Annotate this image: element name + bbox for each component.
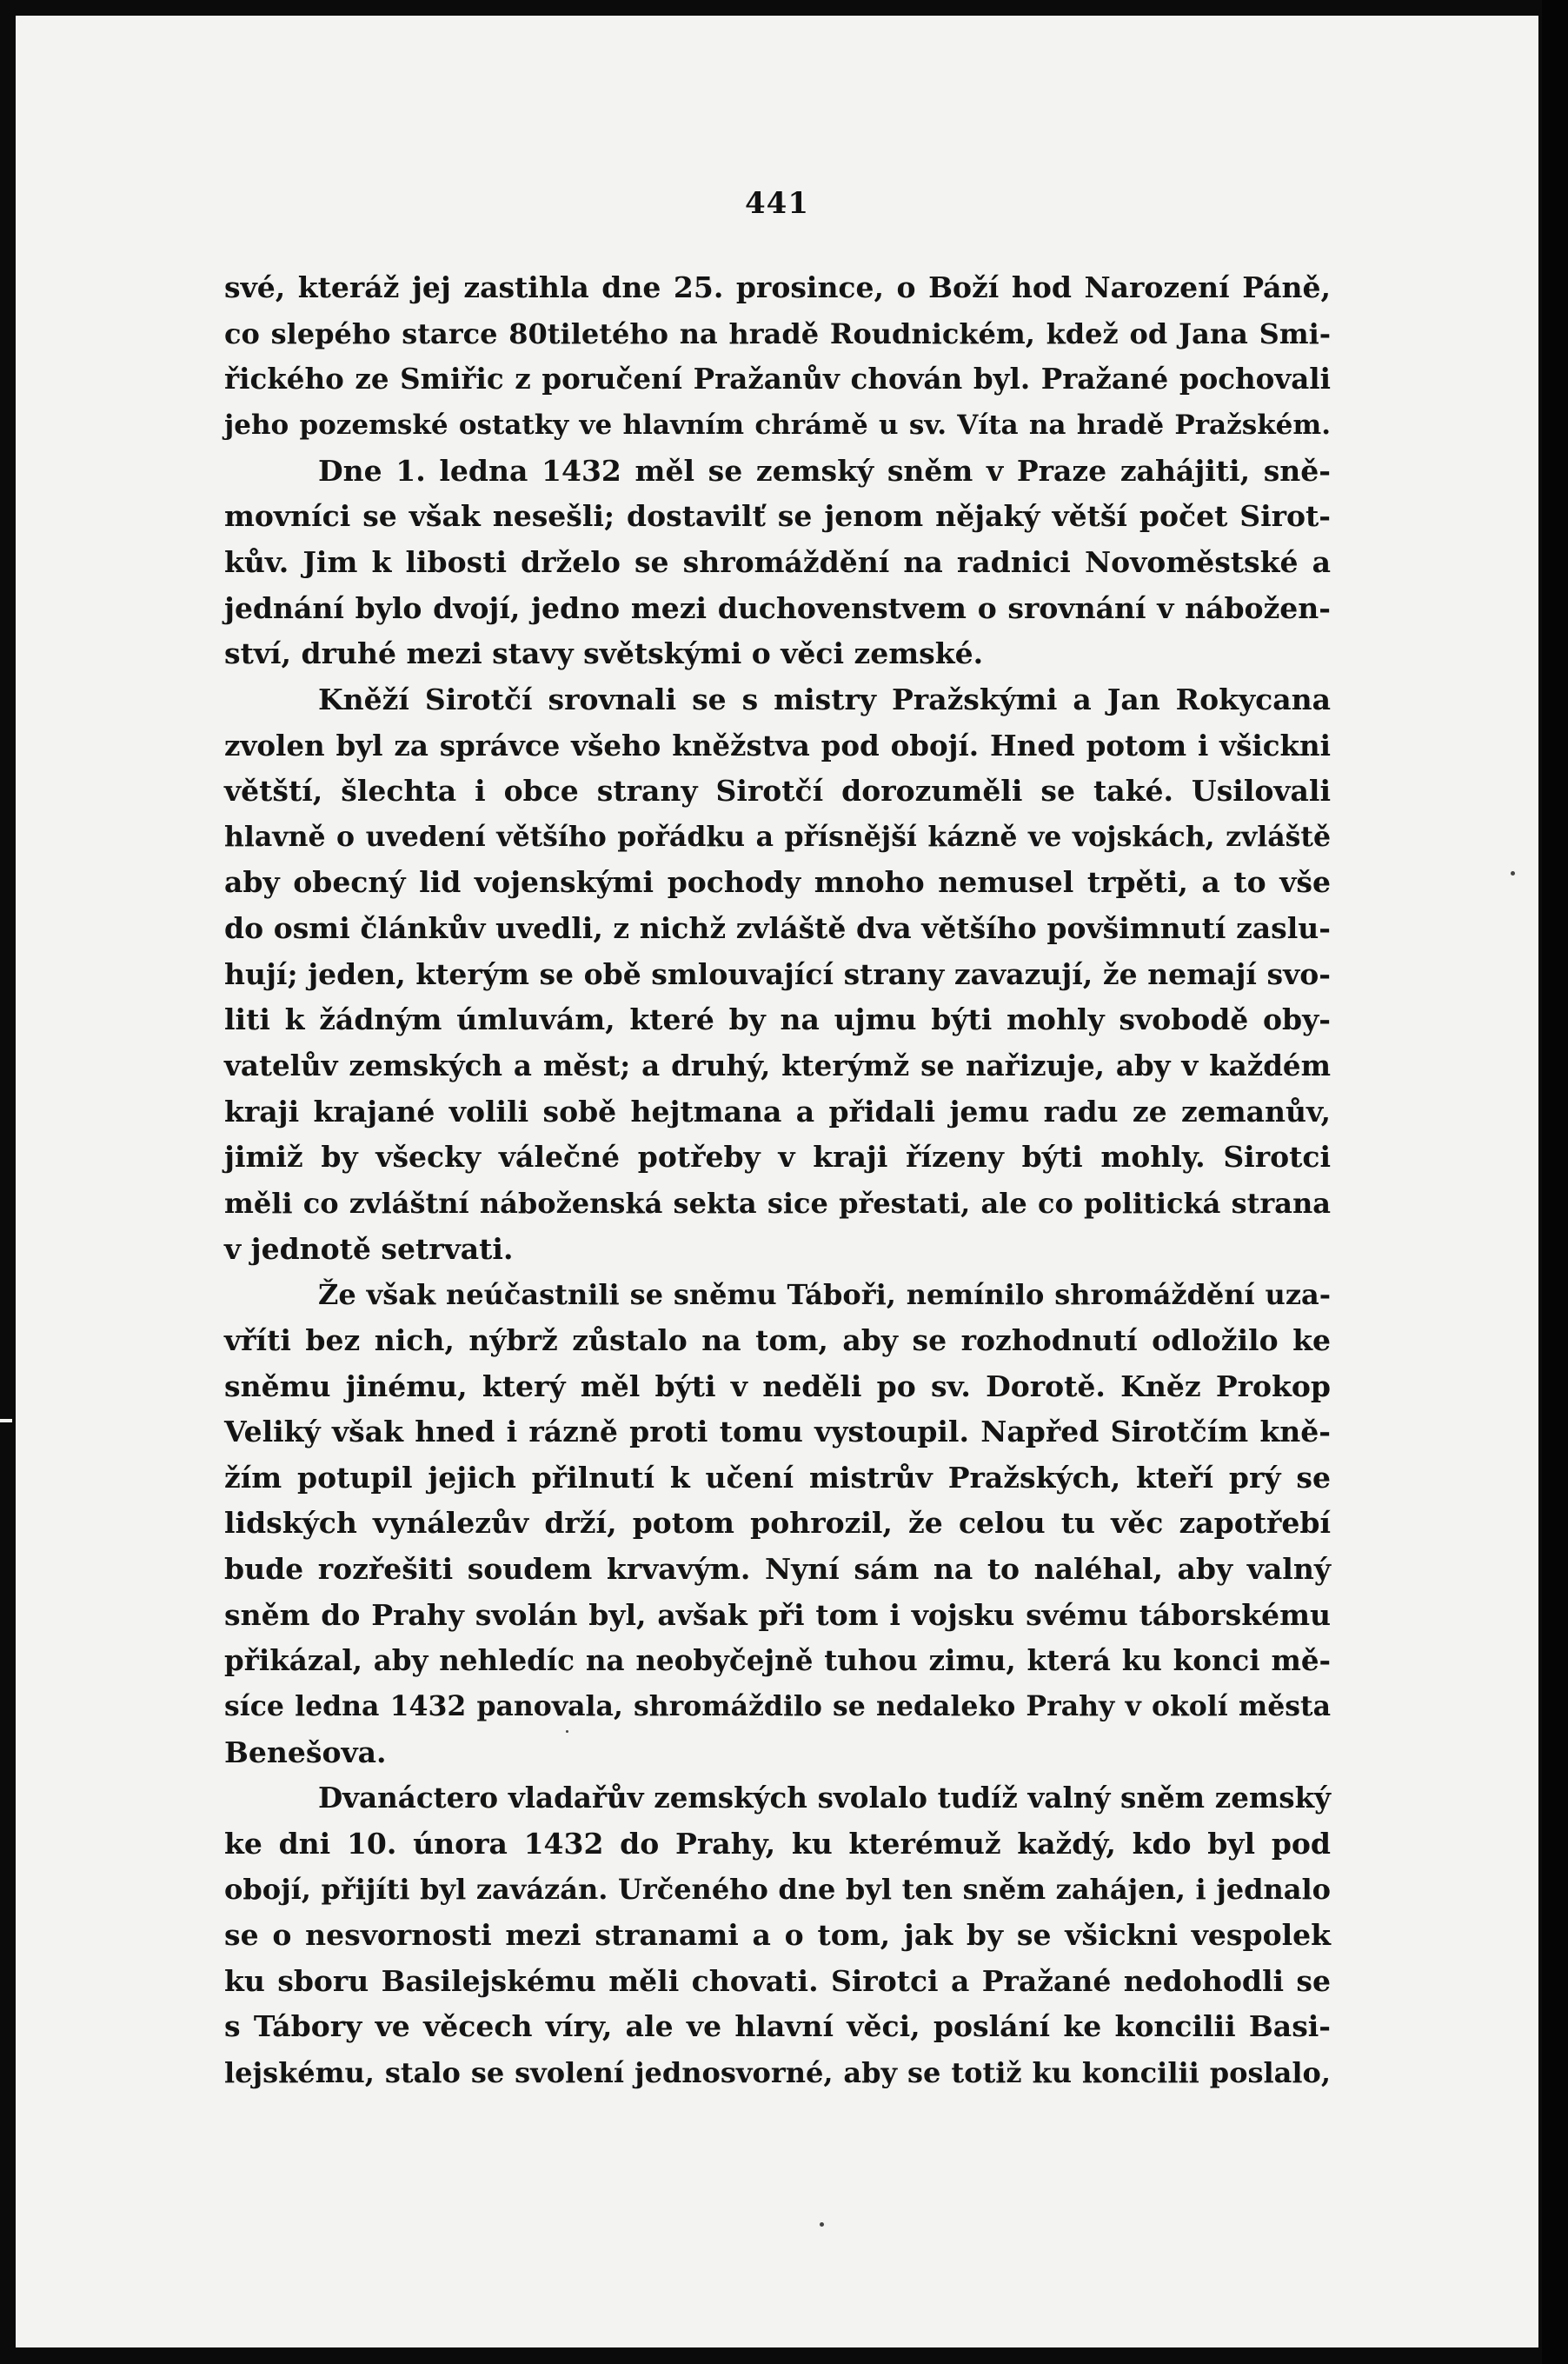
text-line: Dvanáctero vladařův zemských svolalo tudíž valný sněm zemský: [318, 1781, 1331, 1815]
text-line: jeho pozemské ostatky ve hlavním chrámě u sv. Víta na hradě Pražském.: [224, 410, 1331, 441]
text-line: obojí, přijíti byl zavázán. Určeného dne byl ten sněm zahájen, i jednalo: [224, 1873, 1331, 1906]
text-line: sněmu jinému, který měl býti v neděli po sv. Dorotě. Kněz Prokop: [224, 1369, 1331, 1403]
text-line: Benešova.: [224, 1735, 387, 1769]
text-line: jimiž by všecky válečné potřeby v kraji řízeny býti mohly. Sirotci: [224, 1140, 1331, 1174]
text-line: v jednotě setrvati.: [224, 1232, 514, 1266]
text-line: Dne 1. ledna 1432 měl se zemský sněm v Praze zahájiti, sně-: [318, 454, 1331, 488]
text-line: kův. Jim k libosti drželo se shromáždění na radnici Novoměstské a: [224, 545, 1331, 579]
text-line: zvolen byl za správce všeho kněžstva pod obojí. Hned potom i všickni: [224, 729, 1331, 762]
text-line: se o nesvornosti mezi stranami a o tom, jak by se všickni vespolek: [224, 1918, 1331, 1952]
text-line: Kněží Sirotčí srovnali se s mistry Pražskými a Jan Rokycana: [318, 683, 1331, 716]
text-line: měli co zvláštní náboženská sekta sice přestati, ale co politická strana: [224, 1187, 1331, 1220]
text-line: lejskému, stalo se svolení jednosvorné, aby se totiž ku koncilii poslalo,: [224, 2056, 1331, 2089]
text-line: vříti bez nich, nýbrž zůstalo na tom, aby se rozhodnutí odložilo ke: [224, 1323, 1331, 1357]
text-line: s Tábory ve věcech víry, ale ve hlavní věci, poslání ke koncilii Basi-: [224, 2009, 1331, 2043]
text-line: sněm do Prahy svolán byl, avšak při tom i vojsku svému táborskému: [224, 1598, 1331, 1632]
text-line: žím potupil jejich přilnutí k učení mistrův Pražských, kteří prý se: [224, 1461, 1331, 1495]
text-line: lidských vynálezův drží, potom pohrozil, že celou tu věc zapotřebí: [224, 1506, 1331, 1540]
text-line: co slepého starce 80tiletého na hradě Roudnickém, kdež od Jana Smi-: [224, 317, 1331, 350]
text-line: větští, šlechta i obce strany Sirotčí dorozuměli se také. Usilovali: [224, 774, 1331, 808]
text-line: aby obecný lid vojenskými pochody mnoho nemusel trpěti, a to vše: [224, 865, 1331, 899]
text-line: jednání bylo dvojí, jedno mezi duchovenstvem o srovnání v nábožen-: [224, 591, 1331, 625]
dust-speck: [1511, 871, 1515, 876]
text-line: hují; jeden, kterým se obě smlouvající strany zavazují, že nemají svo-: [224, 957, 1331, 991]
text-line: ku sboru Basilejskému měli chovati. Sirotci a Pražané nedohodli se: [224, 1964, 1331, 1998]
text-line: řického ze Smiřic z poručení Pražanův chován byl. Pražané pochovali: [224, 362, 1331, 396]
text-line: ství, druhé mezi stavy světskými o věci zemské.: [224, 636, 984, 670]
text-line: kraji krajané volili sobě hejtmana a přidali jemu radu ze zemanův,: [224, 1095, 1331, 1129]
text-line: ke dni 10. února 1432 do Prahy, ku kterémuž každý, kdo byl pod: [224, 1827, 1331, 1861]
page-number: 441: [745, 186, 809, 221]
text-line: do osmi článkův uvedli, z nichž zvláště dva většího povšimnutí zaslu-: [224, 911, 1331, 945]
dust-speck: [820, 2222, 824, 2227]
text-line: síce ledna 1432 panovala, shromáždilo se nedaleko Prahy v okolí města: [224, 1690, 1331, 1722]
text-line: movníci se však nesešli; dostavilť se jenom nějaký větší počet Sirot-: [224, 499, 1331, 533]
dust-speck: [566, 1730, 568, 1733]
text-line: Veliký však hned i rázně proti tomu vystoupil. Napřed Sirotčím kně-: [224, 1415, 1331, 1448]
text-line: liti k žádným úmluvám, které by na ujmu býti mohly svobodě oby-: [224, 1002, 1331, 1036]
text-line: vatelův zemských a měst; a druhý, kterýmž se nařizuje, aby v každém: [224, 1049, 1331, 1082]
text-line: bude rozřešiti soudem krvavým. Nyní sám na to naléhal, aby valný: [224, 1552, 1331, 1586]
scan-edge-mark: [0, 1419, 12, 1422]
book-page: [16, 16, 1538, 2347]
scan-border: [1542, 0, 1568, 2364]
text-line: hlavně o uvedení většího pořádku a přísnější kázně ve vojskách, zvláště: [224, 821, 1331, 853]
text-line: své, kteráž jej zastihla dne 25. prosince, o Boží hod Narození Páně,: [224, 270, 1331, 304]
text-line: přikázal, aby nehledíc na neobyčejně tuhou zimu, která ku konci mě-: [224, 1643, 1331, 1677]
text-line: Že však neúčastnili se sněmu Táboři, nemínilo shromáždění uza-: [318, 1278, 1331, 1311]
